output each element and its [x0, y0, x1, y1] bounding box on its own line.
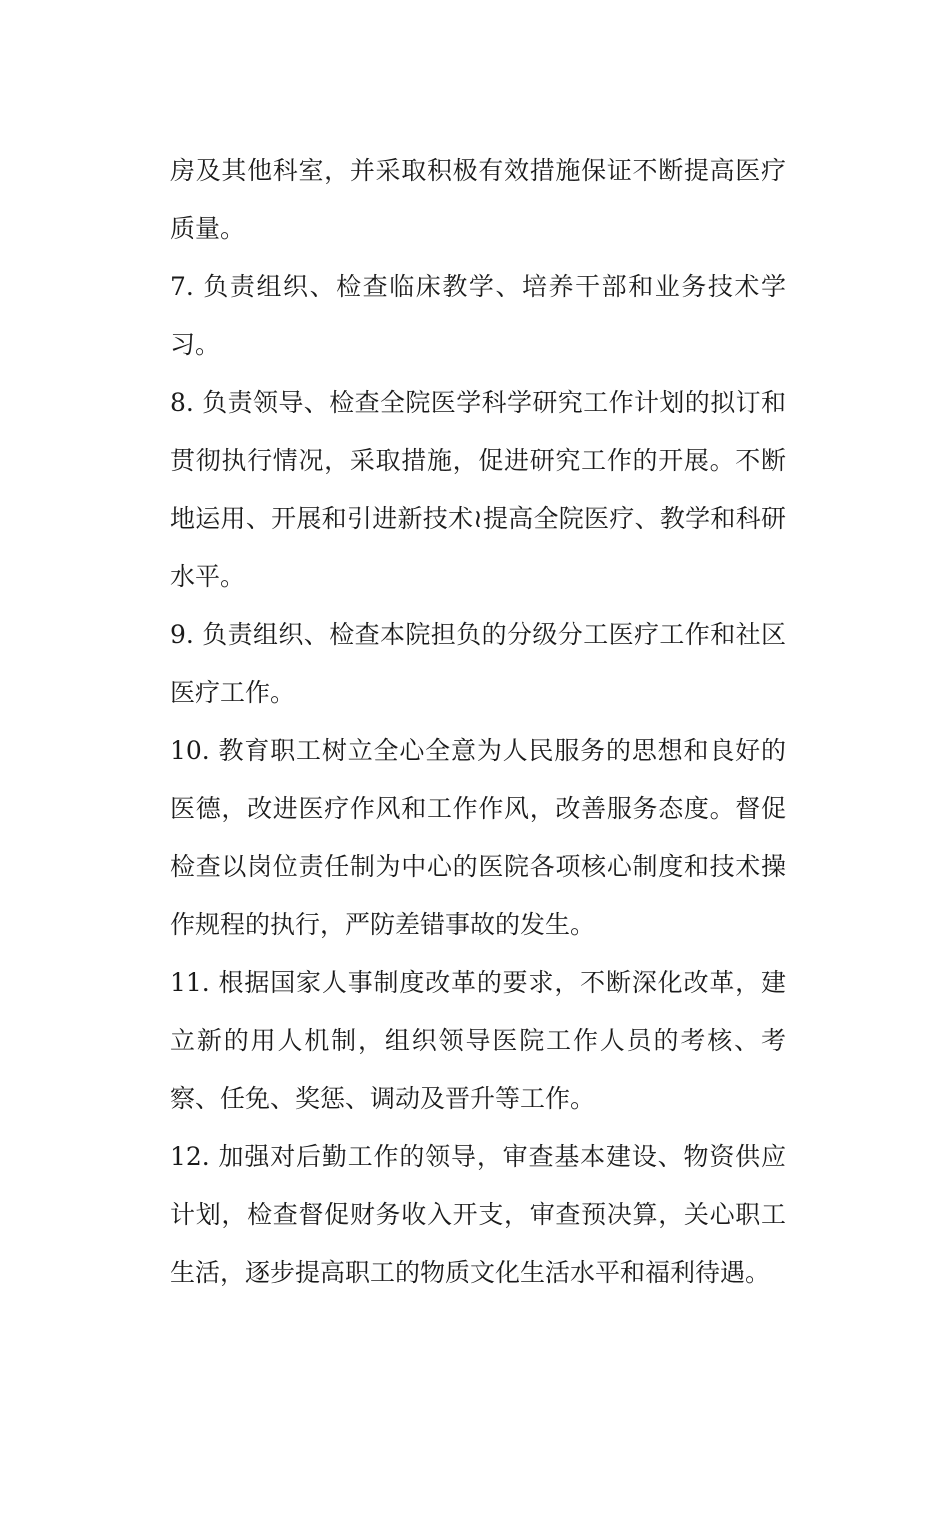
paragraph-item-7: 7. 负责组织、检查临床教学、培养干部和业务技术学习。	[170, 272, 786, 359]
paragraph-item-11: 11. 根据国家人事制度改革的要求，不断深化改革，建立新的用人机制，组织领导医院工作人员的考核、考察、任免、奖惩、调动及晋升等工作。	[170, 968, 786, 1113]
paragraph-item-10: 10. 教育职工树立全心全意为人民服务的思想和良好的医德，改进医疗作风和工作作风，改善服务态度。督促检查以岗位责任制为中心的医院各项核心制度和技术操作规程的执行，严防差错事故的发生。	[170, 736, 786, 939]
paragraph-item-12: 12. 加强对后勤工作的领导，审查基本建设、物资供应计划，检查督促财务收入开支，审查预决算，关心职工生活，逐步提高职工的物质文化生活水平和福利待遇。	[170, 1142, 786, 1287]
document-body	[170, 142, 786, 1302]
paragraph-item-8: 8. 负责领导、检查全院医学科学研究工作计划的拟订和贯彻执行情况，采取措施，促进研究工作的开展。不断地运用、开展和引进新技术≀提高全院医疗、教学和科研水平。	[170, 388, 786, 591]
paragraph-item-9: 9. 负责组织、检查本院担负的分级分工医疗工作和社区医疗工作。	[170, 620, 786, 707]
paragraph-continuation: 房及其他科室，并采取积极有效措施保证不断提高医疗质量。	[170, 156, 786, 243]
